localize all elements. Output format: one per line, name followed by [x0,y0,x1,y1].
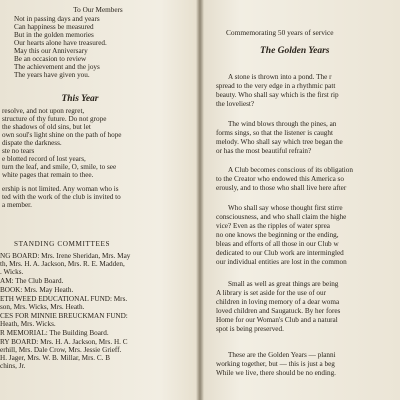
paragraph-line: the loveliest? [216,100,255,108]
section-title: This Year [61,94,99,104]
committee-line: AM: The Club Board. [0,277,64,285]
this-year-line: own soul's light shine on the path of hope [2,131,122,139]
this-year-line: e blotted record of lost years, [2,155,86,163]
paragraph-line: melody. Who shall say which tree began the [216,138,343,146]
paragraph-line: Home for our Woman's Club and a natural [216,316,338,324]
this-year-line: resolve, and not upon regret, [2,107,85,115]
poem-line: Can happiness be measured [14,23,94,31]
committee-line: chins, Jr. [0,362,26,370]
committee-line: BOOK: Mrs. May Heath. [0,286,74,294]
committee-line: erhill, Mrs. Dale Crow, Mrs. Jessie Grieff. [0,346,122,354]
poem-line: The achievement and the joys [14,63,100,71]
paragraph-line: or has the most beautiful refrain? [216,147,312,155]
paragraph-line: to the Creator who endowed this America so [216,175,344,183]
paragraph-line: forms sings, so that the listener is caught [216,129,333,137]
poem-line: Not in passing days and years [14,15,100,23]
committee-line: H. Jager, Mrs. W. B. Millar, Mrs. C. B [0,354,111,362]
paragraph-line: erously, and to those who shall live here after [216,184,347,192]
paragraph-line: The wind blows through the pines, an [228,120,337,128]
paragraph-line: beauty. Who shall say which is the first rip [216,91,339,99]
this-year-line: white pages that remain to thee. [2,171,94,179]
poem-line: Our hearts alone have treasured. [14,39,107,47]
poem-line: Be an occasion to review [14,55,87,63]
paragraph-line: A Club becomes conscious of its obligation [228,166,353,174]
paragraph-line: Who shall say whose thought first stirre [228,204,343,212]
paragraph-line: no one knows the beginning or the ending, [216,231,339,239]
poem-line: May this our Anniversary [14,47,88,55]
membership-line: a member. [2,201,32,209]
paragraph-line: Small as well as great things are being [228,280,339,288]
paragraph-line: spot is being preserved. [216,325,284,333]
paragraph-line: our individual entities are lost in the common [216,258,347,266]
committee-line: Heath, Mrs. Wicks. [0,320,56,328]
committee-line: NG BOARD: Mrs. Irene Sheridan, Mrs. May [0,252,131,260]
poem-line: But in the golden memories [14,31,94,39]
poem-line: The years have given you. [14,71,90,79]
committee-line: CES FOR MINNIE BREUCKMAN FUND: [0,312,128,320]
this-year-line: ste no tears [2,147,35,155]
page-title: The Golden Years [260,46,330,56]
paragraph-line: A library is set aside for the use of our [216,289,326,297]
paragraph-line: working together, but — this is just a beg [216,360,335,368]
this-year-line: turn the leaf, and smile, O, smile, to see [2,163,117,171]
membership-line: ership is not limited. Any woman who is [2,185,119,193]
committee-line: R MEMORIAL: The Building Board. [0,329,109,337]
right-page [202,0,400,400]
paragraph-line: bleas and efforts of all those in our Club w [216,240,339,248]
paragraph-line: dedicated to our Club work are intermingled [216,249,344,257]
committees-heading: STANDING COMMITTEES [14,240,111,248]
left-page [0,0,198,400]
poem-title: To Our Members [73,6,123,14]
paragraph-line: children in loving memory of a dear woma [216,298,340,306]
running-head: Commemorating 50 years of service [226,28,334,37]
paragraph-line: While we live, there should be no ending. [216,369,336,377]
membership-line: ted with the work of the club is invited to [2,193,121,201]
paragraph-line: These are the Golden Years — planni [228,351,336,359]
committee-line: RY BOARD: Mrs. H. A. Jackson, Mrs. H. C [0,338,128,346]
this-year-line: structure of thy future. Do not grope [2,115,107,123]
paragraph-line: vice? Even as the ripples of water sprea [216,222,330,230]
committee-line: th, Mrs. H. A. Jackson, Mrs. R. E. Madden, [0,260,125,268]
paragraph-line: loved children and Saugatuck. By her fores [216,307,341,315]
paragraph-line: spread to the very edge in a rhythmic patt [216,82,336,90]
this-year-line: dispate the darkness. [2,139,62,147]
this-year-line: the shadows of old sins, but let [2,123,91,131]
committee-line: . Wicks. [0,268,24,276]
committee-line: son, Mrs. Wicks, Mrs. Heath. [0,303,85,311]
committee-line: ETH WEED EDUCATIONAL FUND: Mrs. [0,295,128,303]
paragraph-line: consciousness, and who shall claim the highe [216,213,347,221]
paragraph-line: A stone is thrown into a pond. The r [228,73,332,81]
